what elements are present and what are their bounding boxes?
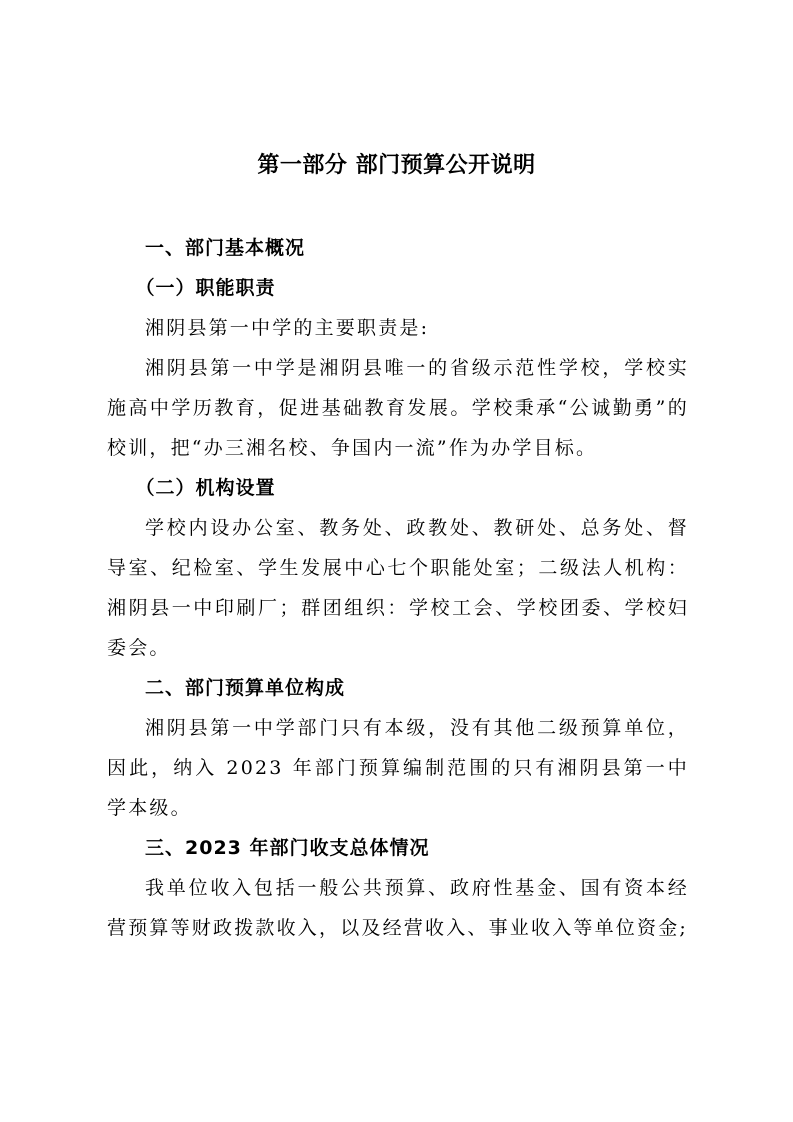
paragraph: 湘阴县第一中学是湘阴县唯一的省级示范性学校，学校实施高中学历教育，促进基础教育发展。学校秉承“公诚勤勇”的校训，把“办三湘名校、争国内一流”作为办学目标。 — [107, 357, 689, 459]
section-heading-2: 二、部门预算单位构成 — [145, 677, 346, 699]
paragraph: 我单位收入包括一般公共预算、政府性基金、国有资本经营预算等财政拨款收入，以及经营收入、事业收入等单位资金; — [107, 877, 689, 939]
page-title: 第一部分 部门预算公开说明 — [257, 153, 536, 178]
paragraph: 湘阴县第一中学的主要职责是: — [145, 317, 430, 339]
section-heading-3: 三、2023 年部门收支总体情况 — [145, 837, 430, 859]
document-body — [107, 228, 689, 948]
section-heading-1: 一、部门基本概况 — [145, 237, 306, 259]
paragraph: 学校内设办公室、教务处、政教处、教研处、总务处、督导室、纪检室、学生发展中心七个职能处室；二级法人机构：湘阴县一中印刷厂；群团组织：学校工会、学校团委、学校妇委会。 — [107, 517, 689, 659]
subsection-heading-duties: （一）职能职责 — [135, 277, 276, 299]
paragraph: 湘阴县第一中学部门只有本级，没有其他二级预算单位，因此，纳入 2023 年部门预算编制范围的只有湘阴县第一中学本级。 — [107, 717, 689, 819]
subsection-heading-structure: （二）机构设置 — [135, 477, 276, 499]
